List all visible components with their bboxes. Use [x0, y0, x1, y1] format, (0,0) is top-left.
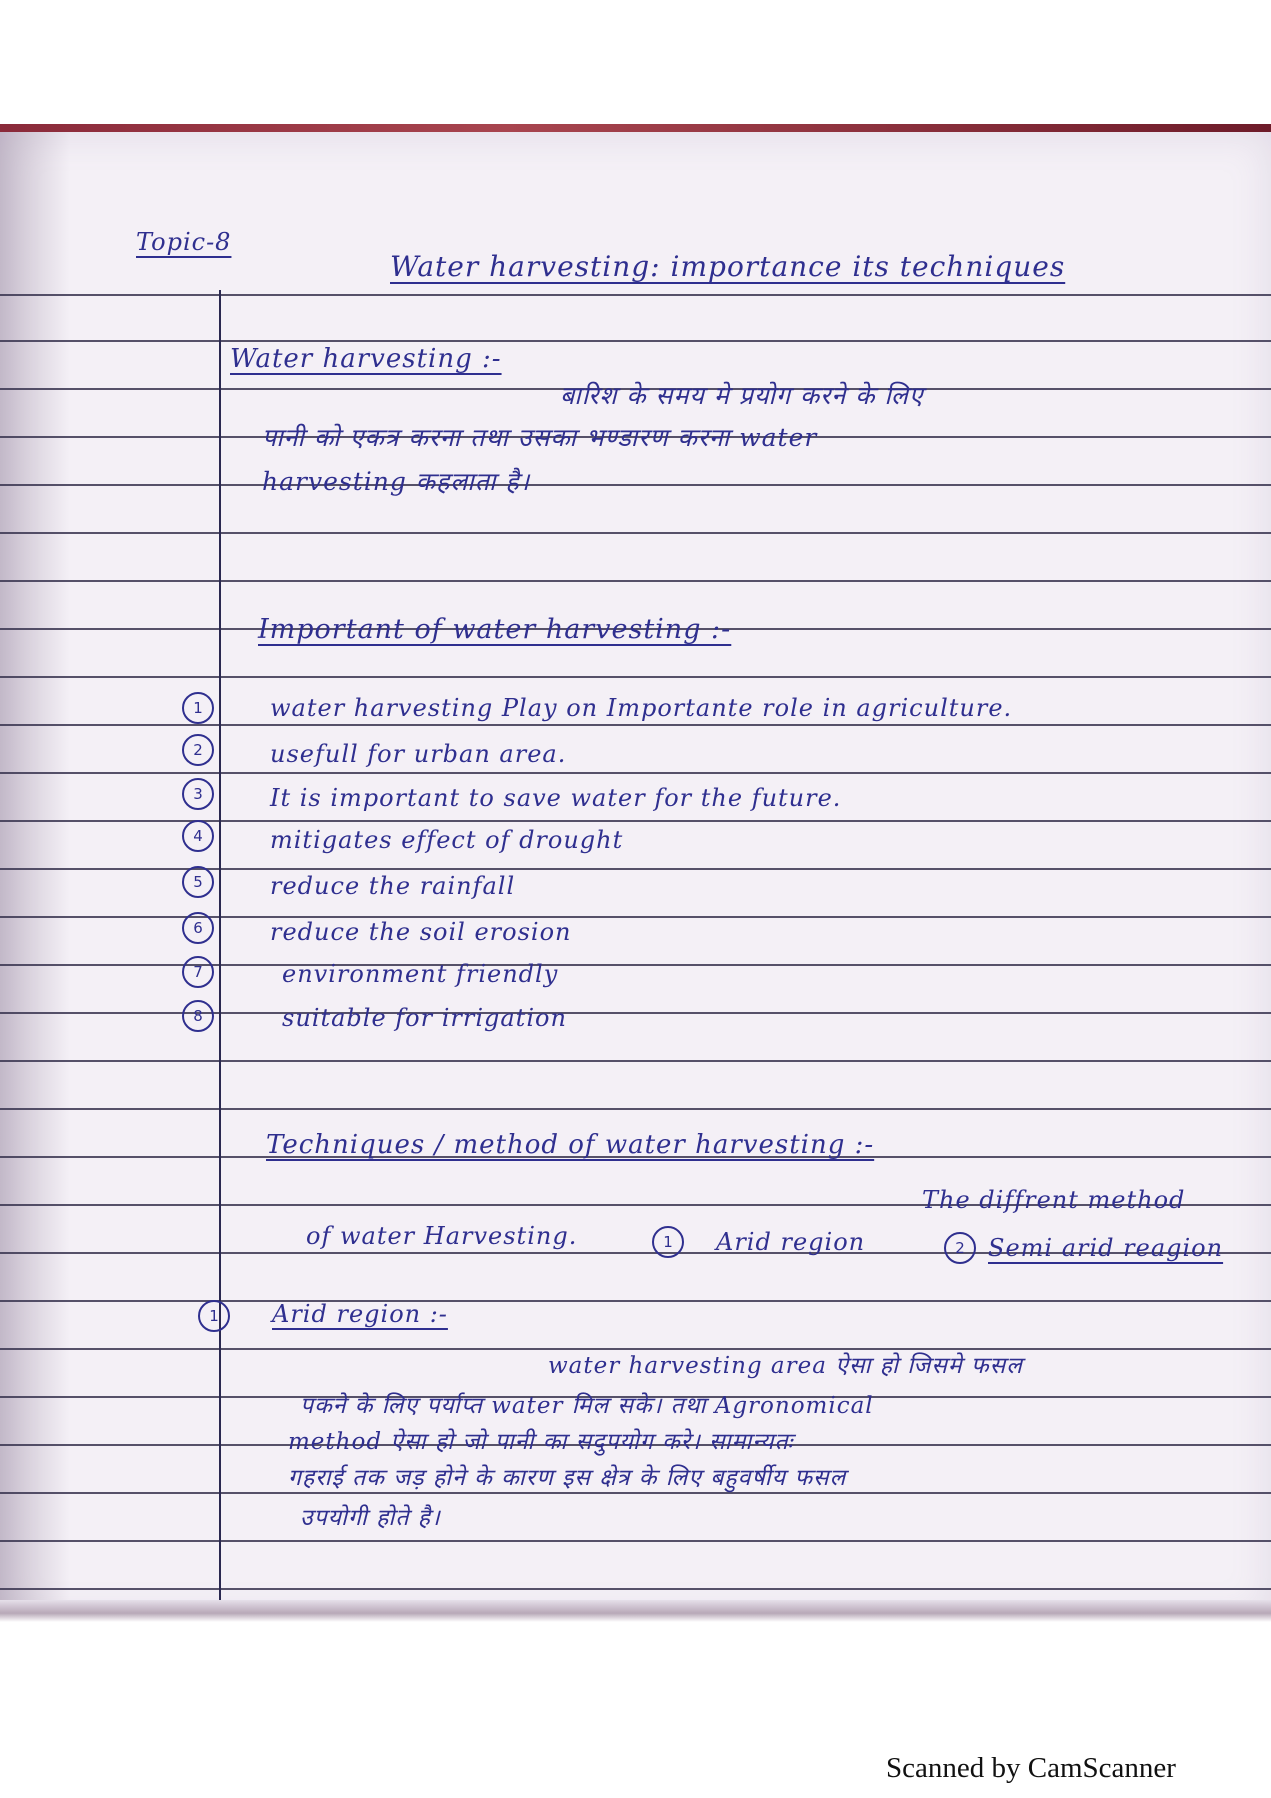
techniques-heading: Techniques / method of water harvesting :- — [266, 1130, 875, 1160]
item-number: 8 — [182, 1000, 214, 1032]
importance-item: usefull for urban area. — [270, 740, 567, 768]
importance-heading: Important of water harvesting :- — [258, 614, 732, 645]
importance-item: water harvesting Play on Importante role in agriculture. — [270, 694, 1013, 722]
ruled-line — [0, 676, 1271, 678]
item-number: 3 — [182, 778, 214, 810]
ruled-line — [0, 484, 1271, 486]
ruled-line — [0, 294, 1271, 296]
techniques-line: of water Harvesting. — [306, 1222, 578, 1250]
item-number: 1 — [182, 692, 214, 724]
ruled-line — [0, 1108, 1271, 1110]
definition-line: बारिश के समय मे प्रयोग करने के लिए — [560, 381, 924, 410]
ruled-line — [0, 1492, 1271, 1494]
section-number: 1 — [198, 1300, 230, 1332]
arid-line: पकने के लिए पर्याप्त water मिल सके। तथा Agronomical — [300, 1393, 874, 1419]
importance-item: It is important to save water for the future. — [270, 784, 842, 812]
importance-item: environment friendly — [282, 960, 559, 988]
importance-item: reduce the rainfall — [270, 872, 516, 900]
definition-heading: Water harvesting :- — [230, 344, 502, 374]
arid-line: water harvesting area ऐसा हो जिसमे फसल — [548, 1353, 1023, 1379]
scanner-watermark: Scanned by CamScanner — [886, 1752, 1176, 1784]
topic-label: Topic-8 — [136, 228, 232, 256]
ruled-line — [0, 1300, 1271, 1302]
arid-line: उपयोगी होते है। — [300, 1505, 441, 1531]
importance-item: mitigates effect of drought — [270, 826, 624, 854]
arid-line: गहराई तक जड़ होने के कारण इस क्षेत्र के लिए बहुवर्षीय फसल — [288, 1465, 847, 1491]
option-number: 1 — [652, 1226, 684, 1258]
margin-line — [219, 290, 221, 1600]
definition-line: harvesting कहलाता है। — [262, 467, 531, 496]
notebook-bottom-edge — [0, 1600, 1271, 1622]
ruled-line — [0, 772, 1271, 774]
ruled-line — [0, 580, 1271, 582]
option-number: 2 — [944, 1232, 976, 1264]
importance-item: suitable for irrigation — [282, 1004, 567, 1032]
item-number: 6 — [182, 912, 214, 944]
ruled-line — [0, 532, 1271, 534]
techniques-line: The diffrent method — [922, 1186, 1186, 1214]
item-number: 2 — [182, 734, 214, 766]
page-title: Water harvesting: importance its techniques — [390, 250, 1066, 283]
item-number: 4 — [182, 820, 214, 852]
item-number: 5 — [182, 866, 214, 898]
ruled-line — [0, 1540, 1271, 1542]
ruled-line — [0, 340, 1271, 342]
arid-heading: Arid region :- — [272, 1300, 448, 1328]
arid-line: method ऐसा हो जो पानी का सदुपयोग करे। सामान्यतः — [288, 1429, 794, 1455]
definition-line: पानी को एकत्र करना तथा उसका भण्डारण करना water — [262, 423, 818, 452]
importance-item: reduce the soil erosion — [270, 918, 572, 946]
ruled-line — [0, 724, 1271, 726]
option-label: Semi arid reagion — [988, 1234, 1224, 1262]
option-label: Arid region — [716, 1228, 866, 1256]
item-number: 7 — [182, 956, 214, 988]
ruled-line — [0, 1588, 1271, 1590]
ruled-line — [0, 1060, 1271, 1062]
